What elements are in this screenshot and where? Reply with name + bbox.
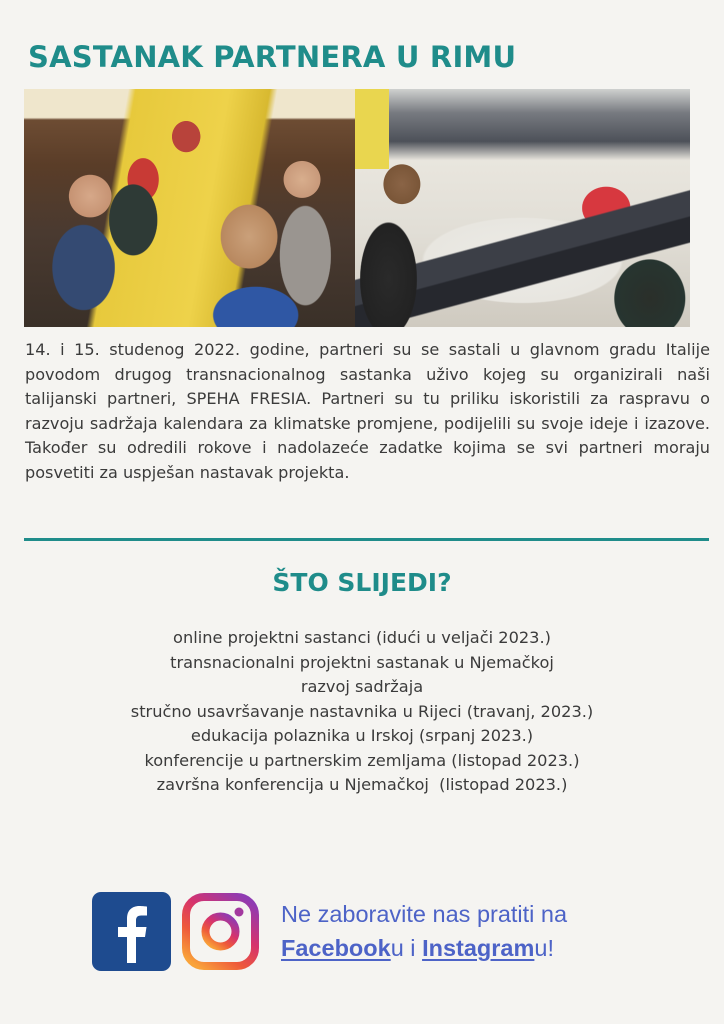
instagram-link[interactable]: Instagram (422, 935, 535, 961)
facebook-icon[interactable] (92, 892, 171, 971)
list-item: edukacija polaznika u Irskoj (srpanj 2023.) (190, 726, 534, 745)
section-divider (24, 538, 709, 541)
photo-strip (24, 89, 690, 327)
list-item: online projektni sastanci (idući u veljači 2023.) (173, 628, 551, 647)
list-item: završna konferencija u Njemačkoj (listopad 2023.) (156, 775, 568, 794)
instagram-suffix: u! (534, 935, 554, 961)
list-item: stručno usavršavanje nastavnika u Rijeci (travanj, 2023.) (130, 701, 594, 721)
next-steps-list (0, 626, 724, 798)
meeting-photo (355, 89, 690, 327)
next-steps-title: ŠTO SLIJEDI? (272, 568, 452, 597)
dinner-photo (24, 89, 355, 327)
list-item: konferencije u partnerskim zemljama (listopad 2023.) (144, 750, 580, 770)
facebook-link[interactable]: Facebook (281, 935, 391, 961)
list-item: razvoj sadržaja (300, 677, 424, 696)
article-body: 14. i 15. studenog 2022. godine, partneri su se sastali u glavnom gradu Italije povodom drugog transnacionalnog sastanka uživo kojeg su organizirali naši talijanski partneri, SPEHA FRESIA. Partneri su tu priliku iskoristili za raspravu o razvoju sadržaja kalendara za klimatske promjene, podijelili su svoje ideje i izazove. Također su odredili rokove i nadolazeće zadatke kojima se svi partneri moraju posvetiti za uspješan nastavak projekta. (25, 340, 710, 482)
facebook-suffix: u i (390, 935, 423, 961)
list-item: transnacionalni projektni sastanak u Njemačkoj (170, 652, 554, 672)
instagram-icon[interactable] (181, 892, 260, 971)
follow-us-text (281, 897, 567, 965)
follow-line-1: Ne zaboravite nas pratiti na (281, 901, 568, 927)
page-title: SASTANAK PARTNERA U RIMU (28, 40, 517, 74)
